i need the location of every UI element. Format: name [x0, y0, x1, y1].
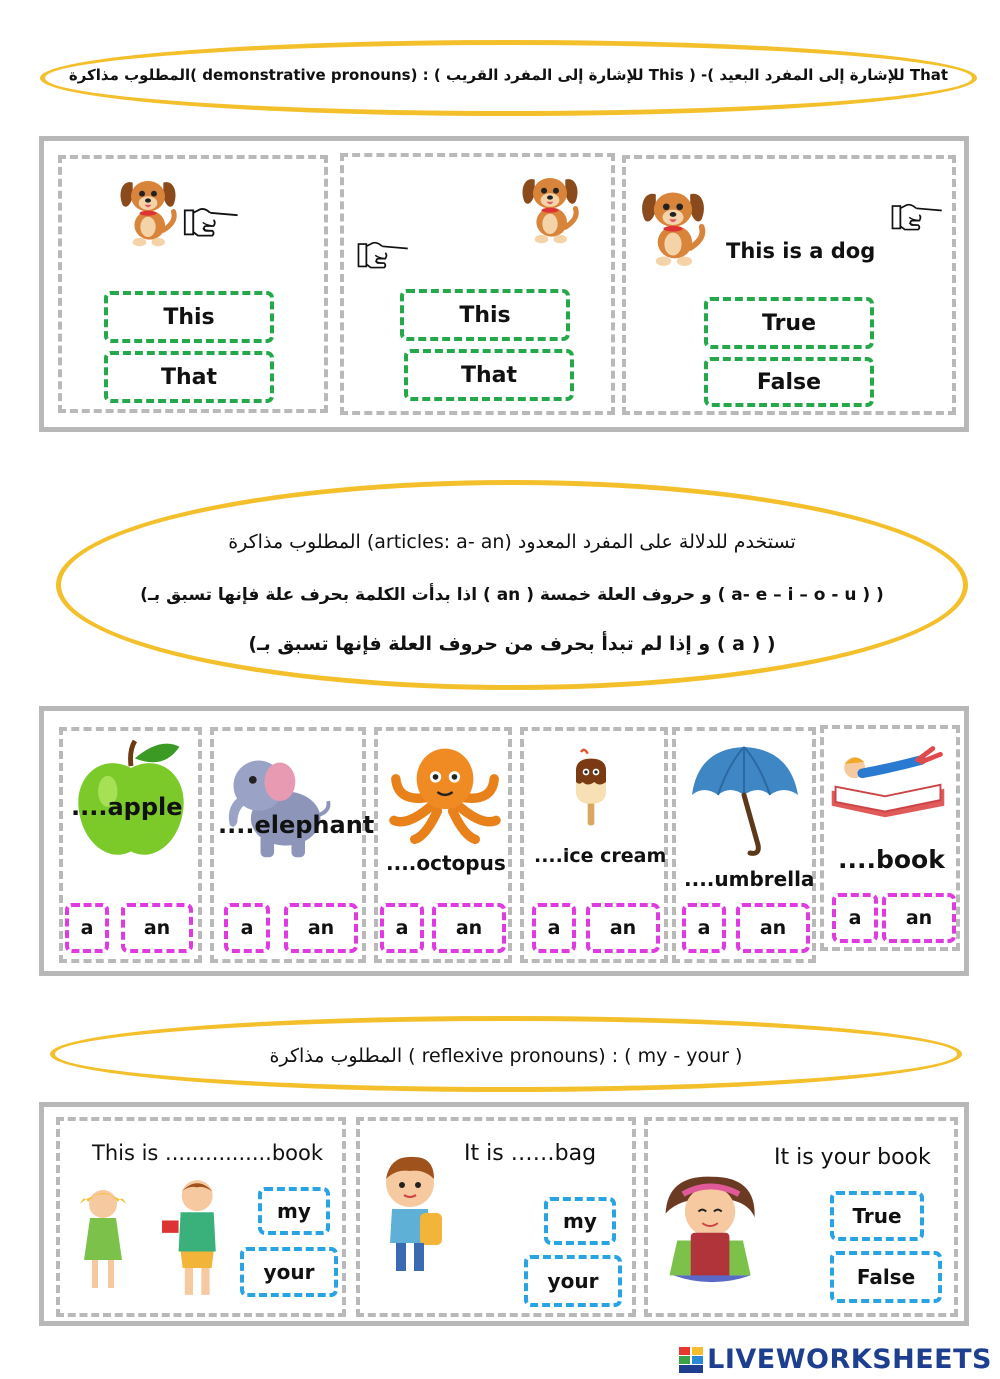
instruction-text-3: المطلوب مذاكرة ( reflexive pronouns) : ( my - your ) — [269, 1045, 743, 1067]
card-this-is-book — [56, 1117, 346, 1317]
section-possessives — [39, 1102, 969, 1326]
option-a[interactable]: a — [532, 903, 576, 953]
option-my[interactable]: my — [258, 1187, 330, 1235]
card-it-is-bag — [356, 1117, 636, 1317]
card-elephant — [210, 727, 375, 963]
word-octopus: ....octopus — [386, 851, 506, 875]
liveworksheets-logo-icon — [679, 1347, 703, 1373]
option-this[interactable]: This — [400, 289, 570, 341]
instruction-text-1: المطلوب مذاكرة( demonstrative pronouns) : ( للإشارة إلى المفرد القريب This ) -( للإشارة إلى المفرد البعيد That — [68, 66, 949, 84]
girl-hugging-book-icon — [654, 1147, 770, 1307]
option-an[interactable]: an — [586, 903, 660, 953]
girl-icon — [78, 1183, 128, 1295]
word-umbrella: ....umbrella — [684, 867, 815, 891]
option-a[interactable]: a — [380, 903, 424, 953]
card-umbrella — [672, 727, 816, 963]
option-false[interactable]: False — [704, 357, 874, 407]
option-true[interactable]: True — [830, 1191, 924, 1241]
liveworksheets-wordmark: LIVEWORKSHEETS — [707, 1344, 992, 1375]
dog-icon — [634, 181, 712, 267]
sentence-it-is-bag: It is ……bag — [464, 1141, 597, 1166]
card-ice-cream — [520, 727, 668, 963]
instruction-oval-1 — [40, 40, 977, 116]
word-book: ....book — [838, 845, 945, 874]
pointing-hand-icon — [180, 199, 240, 241]
octopus-icon — [386, 741, 504, 845]
book-reading-child-icon — [826, 741, 950, 821]
dog-icon — [516, 165, 584, 247]
card-book — [820, 725, 960, 951]
card-true-false — [622, 155, 956, 415]
option-true[interactable]: True — [704, 297, 874, 349]
sentence-it-is-your-book: It is your book — [774, 1145, 931, 1170]
pointing-hand-icon — [888, 195, 944, 235]
option-your[interactable]: your — [524, 1255, 622, 1307]
card-octopus — [374, 727, 512, 963]
section-demonstratives — [39, 136, 969, 432]
sentence-this-is-a-dog: This is a dog — [726, 239, 876, 263]
option-this[interactable]: This — [104, 291, 274, 343]
option-an[interactable]: an — [121, 903, 193, 953]
option-an[interactable]: an — [736, 903, 810, 953]
word-ice-cream: ....ice cream — [534, 845, 667, 867]
option-a[interactable]: a — [832, 893, 878, 943]
sentence-this-is-book: This is ................book — [92, 1141, 324, 1165]
articles-line-2: (اذا بدأت الكلمة بحرف علة فإنها تسبق بـ ( an ) و حروف العلة خمسة ( a- e – i – o - u ) ) — [140, 585, 884, 605]
section-articles — [39, 706, 969, 976]
option-an[interactable]: an — [284, 903, 358, 953]
card-dog-near — [58, 155, 328, 413]
instruction-oval-2 — [56, 480, 968, 690]
word-apple: ....apple — [71, 793, 183, 821]
word-elephant: ....elephant — [218, 811, 375, 839]
articles-line-1: المطلوب مذاكرة (articles: a- an) تستخدم للدلالة على المفرد المعدود — [228, 531, 796, 553]
option-false[interactable]: False — [830, 1251, 942, 1303]
instruction-oval-3 — [50, 1016, 962, 1092]
articles-line-3: (و إذا لم تبدأ بحرف من حروف العلة فإنها تسبق بـ ( a ) ) — [248, 633, 776, 655]
dog-icon — [114, 169, 182, 249]
option-my[interactable]: my — [544, 1197, 616, 1245]
option-that[interactable]: That — [104, 351, 274, 403]
option-an[interactable]: an — [882, 893, 956, 943]
pointing-hand-icon — [354, 233, 410, 273]
card-it-is-your-book — [644, 1117, 958, 1317]
option-an[interactable]: an — [432, 903, 506, 953]
elephant-icon — [218, 739, 334, 871]
option-a[interactable]: a — [224, 903, 270, 953]
card-dog-far — [340, 153, 615, 415]
umbrella-icon — [682, 741, 806, 861]
option-a[interactable]: a — [65, 903, 109, 953]
option-a[interactable]: a — [682, 903, 726, 953]
option-that[interactable]: That — [404, 349, 574, 401]
card-apple — [59, 727, 202, 963]
boy-with-backpack-icon — [370, 1139, 450, 1289]
option-your[interactable]: your — [240, 1247, 338, 1297]
ice-cream-icon — [566, 741, 616, 833]
boy-icon — [152, 1175, 232, 1299]
liveworksheets-logo — [679, 1344, 992, 1375]
